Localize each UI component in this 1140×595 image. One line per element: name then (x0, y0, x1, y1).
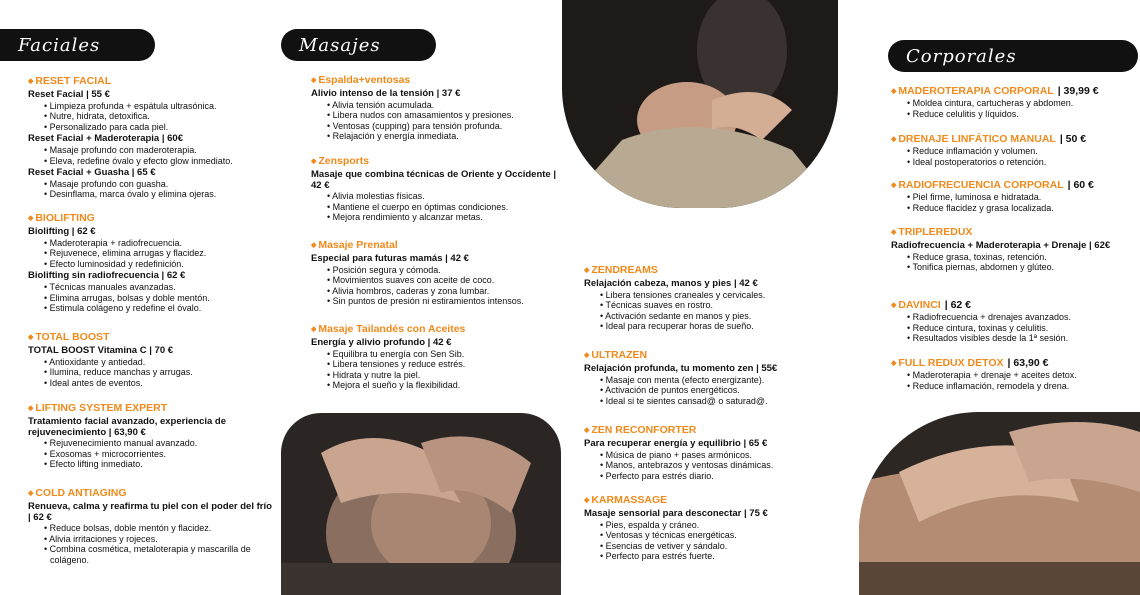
service-benefit: • Alivia irritaciones y rojeces. (28, 534, 273, 545)
service-section (584, 264, 834, 332)
service-title (584, 494, 834, 507)
service-benefit: • Alivia tensión acumulada. (311, 100, 561, 111)
service-benefit: • Reduce celulitis y líquidos. (891, 109, 1136, 120)
service-name: DAVINCI (898, 299, 941, 311)
service-subtitle: Reset Facial + Maderoterapia | 60€ (28, 133, 183, 145)
service-benefit: • Libera tensiones y reduce estrés. (311, 359, 561, 370)
service-benefit: • Piel firme, luminosa e hidratada. (891, 192, 1136, 203)
service-section (28, 331, 273, 388)
service-price: | 62 € (944, 299, 972, 311)
service-subtitle: Tratamiento facial avanzado, experiencia de rejuvenecimiento | 63,90 € (28, 416, 226, 438)
service-benefit: • Esencias de vetiver y sándalo. (584, 541, 834, 552)
service-price: | 50 € (1059, 133, 1087, 145)
service-name: LIFTING SYSTEM EXPERT (35, 402, 168, 414)
service-benefit: • Maderoterapia + radiofrecuencia. (28, 238, 273, 249)
service-price: | 63,90 € (1007, 357, 1049, 369)
service-benefit: • Rejuvenece, elimina arrugas y flacidez. (28, 248, 273, 259)
service-title (28, 75, 273, 88)
service-benefit: • Pies, espalda y cráneo. (584, 520, 834, 531)
service-benefit: • Reduce bolsas, doble mentón y flacidez. (28, 523, 273, 534)
photo-face-massage (281, 413, 561, 595)
service-name: ULTRAZEN (591, 349, 648, 361)
service-benefit: • Resultados visibles desde la 1ª sesión. (891, 333, 1136, 344)
service-benefit: • Manos, antebrazos y ventosas dinámicas. (584, 460, 834, 471)
service-subtitle: Masaje que combina técnicas de Oriente y Occidente | 42 € (311, 169, 556, 191)
service-title (311, 155, 561, 168)
service-subtitle: Para recuperar energía y equilibrio | 65 € (584, 438, 768, 449)
service-name: Zensports (318, 155, 370, 167)
service-benefit: • Sin puntos de presión ni estiramientos intensos. (311, 296, 561, 307)
service-benefit: • Libera nudos con amasamientos y presiones. (311, 110, 561, 121)
service-benefit: • Reduce flacidez y grasa localizada. (891, 203, 1136, 214)
service-benefit: • Moldea cintura, cartucheras y abdomen. (891, 98, 1136, 109)
service-section (311, 323, 561, 391)
service-benefit: • Relajación y energía inmediata. (311, 131, 561, 142)
service-name: Masaje Tailandés con Aceites (318, 323, 466, 335)
service-section (28, 487, 273, 566)
service-name: COLD ANTIAGING (35, 487, 127, 499)
service-section (891, 85, 1136, 119)
tab-corporales: Corporales (888, 40, 1138, 72)
service-benefit: • Reduce inflamación, remodela y drena. (891, 381, 1136, 392)
service-name: ZEN RECONFORTER (591, 424, 697, 436)
service-subtitle: TOTAL BOOST Vitamina C | 70 € (28, 345, 174, 356)
service-benefit: • Antioxidante y antiedad. (28, 357, 273, 368)
service-name: TRIPLEREDUX (898, 226, 973, 238)
service-subtitle: Energía y alivio profundo | 42 € (311, 337, 452, 348)
service-benefit: • Ideal antes de eventos. (28, 378, 273, 389)
service-benefit: • Combina cosmética, metaloterapia y mascarilla de colágeno. (28, 544, 273, 565)
service-benefit: • Alivia hombros, caderas y zona lumbar. (311, 286, 561, 297)
service-section (891, 133, 1136, 167)
service-benefit: • Exosomas + microcorrientes. (28, 449, 273, 460)
service-title (891, 357, 1136, 370)
service-benefit: • Ideal si te sientes cansad@ o saturad@. (584, 396, 834, 407)
service-title (891, 226, 1136, 239)
service-title (311, 323, 561, 336)
service-subtitle: Renueva, calma y reafirma tu piel con el poder del frío | 62 € (28, 501, 272, 523)
service-subtitle: Biolifting | 62 € (28, 226, 96, 237)
service-benefit: • Alivia molestias físicas. (311, 191, 561, 202)
service-title (311, 239, 561, 252)
service-benefit: • Desinflama, marca óvalo y elimina ojeras. (28, 189, 273, 200)
tab-faciales: Faciales (0, 29, 155, 61)
service-benefit: • Música de piano + pases armónicos. (584, 450, 834, 461)
service-benefit: • Eleva, redefine óvalo y efecto glow inmediato. (28, 156, 273, 167)
service-subtitle: Alivio intenso de la tensión | 37 € (311, 88, 461, 99)
photo-neck-massage (562, 0, 838, 208)
service-benefit: • Reduce inflamación y volumen. (891, 146, 1136, 157)
service-benefit: • Movimientos suaves con aceite de coco. (311, 275, 561, 286)
service-title (891, 133, 1136, 146)
service-name: Espalda+ventosas (318, 74, 411, 86)
service-benefit: • Libera tensiones craneales y cervicales. (584, 290, 834, 301)
service-title (28, 331, 273, 344)
service-title (28, 487, 273, 500)
service-benefit: • Ventosas (cupping) para tensión profunda. (311, 121, 561, 132)
service-benefit: • Masaje con menta (efecto energizante). (584, 375, 834, 386)
service-section (28, 212, 273, 314)
service-benefit: • Elimina arrugas, bolsas y doble mentón. (28, 293, 273, 304)
service-benefit: • Efecto luminosidad y redefinición. (28, 259, 273, 270)
service-benefit: • Estimula colágeno y redefine el óvalo. (28, 303, 273, 314)
service-title (891, 85, 1136, 98)
service-section (891, 226, 1136, 273)
service-benefit: • Activación sedante en manos y pies. (584, 311, 834, 322)
service-subtitle: Biolifting sin radiofrecuencia | 62 € (28, 270, 186, 282)
service-benefit: • Reduce cintura, toxinas y celulitis. (891, 323, 1136, 334)
service-benefit: • Técnicas manuales avanzadas. (28, 282, 273, 293)
service-price: | 60 € (1067, 179, 1094, 191)
service-subtitle: Reset Facial + Guasha | 65 € (28, 167, 156, 179)
service-name: RESET FACIAL (35, 75, 112, 87)
service-benefit: • Maderoterapia + drenaje + aceites detox. (891, 370, 1136, 381)
service-benefit: • Tonifica piernas, abdomen y glúteo. (891, 262, 1136, 273)
service-name: KARMASSAGE (591, 494, 668, 506)
service-benefit: • Nutre, hidrata, detoxifica. (28, 111, 273, 122)
service-section (28, 402, 273, 470)
service-section (311, 74, 561, 142)
service-name: TOTAL BOOST (35, 331, 110, 343)
service-benefit: • Perfecto para estrés fuerte. (584, 551, 834, 562)
service-title (584, 264, 834, 277)
service-benefit: • Masaje profundo con maderoterapia. (28, 145, 273, 156)
service-name: MADEROTERAPIA CORPORAL (898, 85, 1054, 97)
service-name: BIOLIFTING (35, 212, 95, 224)
service-benefit: • Equilibra tu energía con Sen Sib. (311, 349, 561, 360)
service-section (311, 155, 561, 223)
service-section (584, 349, 834, 406)
service-benefit: • Mejora el sueño y la flexibilidad. (311, 380, 561, 391)
service-title (584, 424, 834, 437)
service-benefit: • Perfecto para estrés diario. (584, 471, 834, 482)
service-benefit: • Técnicas suaves en rostro. (584, 300, 834, 311)
service-subtitle: Reset Facial | 55 € (28, 89, 110, 100)
service-benefit: • Ilumina, reduce manchas y arrugas. (28, 367, 273, 378)
service-title (891, 299, 1136, 312)
service-title (28, 402, 273, 415)
service-title (584, 349, 834, 362)
service-title (311, 74, 561, 87)
service-benefit: • Activación de puntos energéticos. (584, 385, 834, 396)
service-subtitle: Relajación profunda, tu momento zen | 55€ (584, 363, 778, 374)
service-section (891, 179, 1136, 213)
service-name: RADIOFRECUENCIA CORPORAL (898, 179, 1064, 191)
service-benefit: • Mantiene el cuerpo en óptimas condiciones. (311, 202, 561, 213)
column-faciales (28, 0, 273, 595)
service-subtitle: Relajación cabeza, manos y pies | 42 € (584, 278, 758, 289)
service-section (584, 424, 834, 481)
service-benefit: • Limpieza profunda + espátula ultrasónica. (28, 101, 273, 112)
service-benefit: • Mejora rendimiento y alcanzar metas. (311, 212, 561, 223)
service-name: FULL REDUX DETOX (898, 357, 1004, 369)
tab-masajes: Masajes (281, 29, 436, 61)
service-benefit: • Posición segura y cómoda. (311, 265, 561, 276)
service-benefit: • Ideal para recuperar horas de sueño. (584, 321, 834, 332)
service-price: | 39,99 € (1057, 85, 1099, 97)
service-name: Masaje Prenatal (318, 239, 398, 251)
photo-body-massage (859, 412, 1140, 595)
service-benefit: • Ideal postoperatorios o retención. (891, 157, 1136, 168)
service-section (28, 75, 273, 200)
service-benefit: • Hidrata y nutre la piel. (311, 370, 561, 381)
service-title (891, 179, 1136, 192)
service-name: DRENAJE LINFÁTICO MANUAL (898, 133, 1056, 145)
service-subtitle: Especial para futuras mamás | 42 € (311, 253, 469, 264)
service-name: ZENDREAMS (591, 264, 658, 276)
service-subtitle: Radiofrecuencia + Maderoterapia + Drenaje | 62€ (891, 240, 1111, 251)
service-section (311, 239, 561, 307)
service-benefit: • Rejuvenecimiento manual avanzado. (28, 438, 273, 449)
service-subtitle: Masaje sensorial para desconectar | 75 € (584, 508, 768, 519)
service-section (891, 357, 1136, 391)
service-benefit: • Efecto lifting inmediato. (28, 459, 273, 470)
service-benefit: • Radiofrecuencia + drenajes avanzados. (891, 312, 1136, 323)
service-benefit: • Ventosas y técnicas energéticas. (584, 530, 834, 541)
service-section (584, 494, 834, 562)
service-section (891, 299, 1136, 344)
service-benefit: • Masaje profundo con guasha. (28, 179, 273, 190)
service-benefit: • Personalizado para cada piel. (28, 122, 273, 133)
service-benefit: • Reduce grasa, toxinas, retención. (891, 252, 1136, 263)
service-title (28, 212, 273, 225)
